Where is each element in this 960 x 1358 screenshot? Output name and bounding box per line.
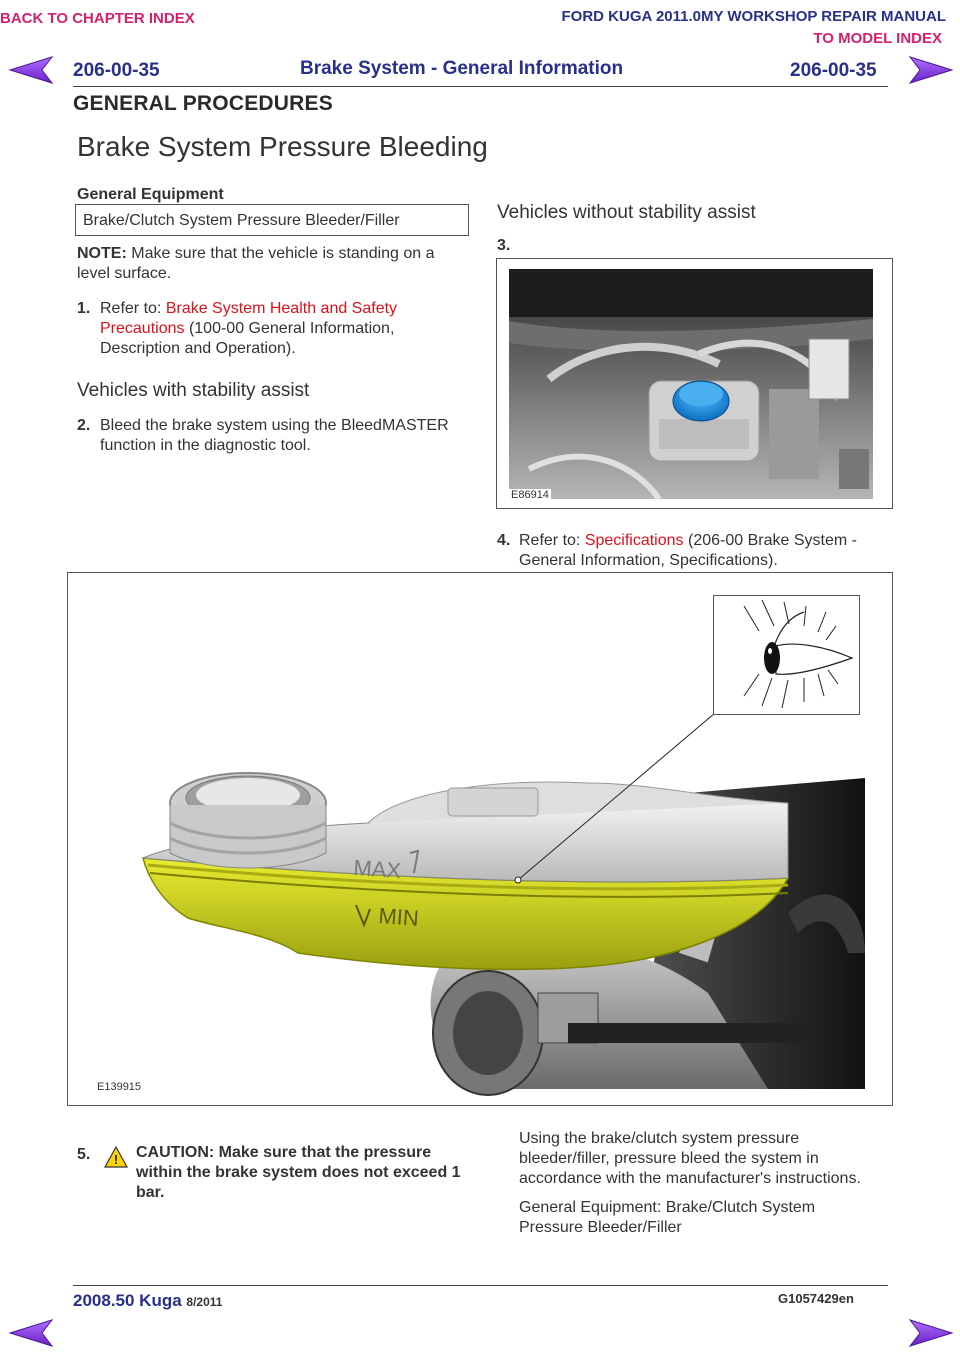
health-safety-link[interactable]: Brake System Health and Safety Precautions [100, 300, 398, 337]
note [77, 244, 469, 284]
step-4-prefix: Refer to: [519, 532, 581, 549]
figure-2-frame [67, 572, 893, 1106]
note-label: NOTE: [77, 245, 127, 262]
step-4 [497, 531, 889, 569]
header-rule [73, 86, 888, 87]
min-marking: MIN [377, 903, 420, 931]
footer-date: 8/2011 [186, 1295, 223, 1309]
step-number: 3. [497, 237, 511, 254]
step-number: 2. [77, 417, 91, 434]
step-4-suffix: (206-00 Brake System - General Information, Specifications). [519, 532, 857, 569]
equipment-heading: General Equipment [77, 186, 224, 203]
manual-title: FORD KUGA 2011.0MY WORKSHOP REPAIR MANUAL [561, 8, 946, 25]
footer-rule [73, 1285, 888, 1286]
step-number: 5. [77, 1146, 91, 1163]
specifications-link[interactable]: Specifications [584, 532, 684, 549]
figure-1-label: E86914 [511, 489, 549, 501]
with-assist-heading: Vehicles with stability assist [77, 380, 310, 401]
svg-text:!: ! [113, 1152, 119, 1167]
footer-model-name: 2008.50 Kuga [73, 1291, 182, 1310]
caution-text: CAUTION: Make sure that the pressure within the brake system does not exceed 1 bar. [136, 1144, 461, 1201]
next-page-arrow-icon[interactable] [908, 1318, 954, 1353]
step-1-suffix: (100-00 General Information, Description and Operation). [100, 320, 395, 357]
chapter-title: Brake System - General Information [300, 58, 624, 79]
page-code-left: 206-00-35 [73, 60, 160, 81]
footer-code: G1057429en [778, 1291, 854, 1306]
figure-2-label: E139915 [97, 1081, 142, 1093]
footer-model [73, 1291, 222, 1311]
step-5-para-1: Using the brake/clutch system pressure bleeder/filler, pressure bleed the system in accordance with the manufacturer's instructions. [519, 1130, 861, 1187]
page-title: Brake System Pressure Bleeding [77, 131, 488, 162]
step-5-para-2: General Equipment: Brake/Clutch System Pressure Bleeder/Filler [519, 1199, 816, 1236]
caution-triangle-icon [104, 1146, 128, 1173]
step-2 [77, 416, 469, 454]
previous-page-arrow-icon[interactable] [8, 1318, 54, 1353]
note-text: Make sure that the vehicle is standing on a level surface. [77, 245, 435, 282]
equipment-table [75, 204, 469, 236]
back-to-chapter-index-link[interactable]: BACK TO CHAPTER INDEX [0, 10, 195, 27]
eye-inset [713, 595, 860, 715]
to-model-index-link[interactable]: TO MODEL INDEX [813, 30, 942, 47]
step-number: 1. [77, 300, 91, 317]
next-page-arrow-icon[interactable] [908, 55, 954, 90]
section-heading: GENERAL PROCEDURES [73, 92, 333, 115]
page-code-right: 206-00-35 [790, 60, 877, 81]
step-2-text: Bleed the brake system using the BleedMASTER function in the diagnostic tool. [100, 417, 449, 454]
figure-1-frame [496, 258, 893, 509]
max-marking: MAX [352, 855, 402, 884]
previous-page-arrow-icon[interactable] [8, 55, 54, 90]
engine-bay-photo [509, 269, 873, 499]
step-number: 4. [497, 532, 511, 549]
step-1-prefix: Refer to: [100, 300, 162, 317]
without-assist-heading: Vehicles without stability assist [497, 202, 756, 223]
eye-icon [714, 596, 859, 714]
step-1 [77, 299, 469, 357]
equipment-item: Brake/Clutch System Pressure Bleeder/Filler [83, 212, 400, 229]
